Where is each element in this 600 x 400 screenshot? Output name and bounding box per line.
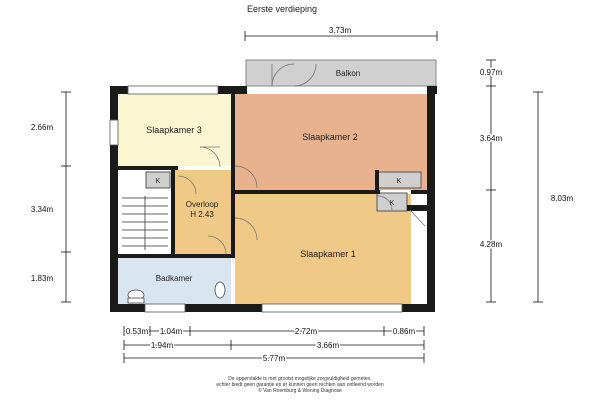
label-kast-1: K bbox=[155, 178, 161, 185]
disclaimer bbox=[140, 376, 460, 394]
dim-bottom-4: 0.86m bbox=[392, 327, 416, 336]
label-overloop: Overloop bbox=[185, 200, 219, 209]
dim-right-total: 8.03m bbox=[550, 194, 574, 203]
label-overloop-height: H 2.43 bbox=[190, 210, 214, 219]
page-title: Eerste verdieping bbox=[246, 4, 318, 14]
disclaimer-line-2: echter biedt geen garantie en er kunnen geen rechten aan ontleend worden bbox=[216, 382, 384, 388]
label-slaapkamer-3: Slaapkamer 3 bbox=[146, 125, 202, 135]
label-badkamer: Badkamer bbox=[155, 274, 193, 283]
dim-right-3: 4.28m bbox=[479, 240, 503, 249]
dim-right-1: 0.97m bbox=[479, 68, 503, 77]
dim-left-1: 2.66m bbox=[30, 123, 54, 132]
dim-bottom-1: 0.53m bbox=[125, 327, 149, 336]
dim-bottom-6: 3.66m bbox=[316, 341, 340, 350]
dim-bottom-2: 1.04m bbox=[159, 327, 183, 336]
label-slaapkamer-1: Slaapkamer 1 bbox=[300, 249, 356, 259]
label-slaapkamer-2: Slaapkamer 2 bbox=[302, 132, 358, 142]
label-kast-3: K bbox=[389, 200, 395, 207]
copyright: © Van Roemburg & Woning Diagnose bbox=[258, 388, 342, 394]
dim-left-3: 1.83m bbox=[30, 274, 54, 283]
dim-left-2: 3.34m bbox=[30, 205, 54, 214]
label-kast-2: K bbox=[396, 178, 402, 185]
dim-right-2: 3.64m bbox=[479, 134, 503, 143]
dim-bottom-total: 5.77m bbox=[262, 354, 286, 363]
disclaimer-line-1: De oppervlakte is met grootst mogelijke zorgvuldigheid gemeten, bbox=[228, 376, 372, 382]
dim-bottom-5: 1.94m bbox=[150, 341, 174, 350]
dim-top-width: 3.73m bbox=[328, 26, 352, 35]
label-balkon: Balkon bbox=[335, 69, 361, 78]
dim-bottom-3: 2.72m bbox=[294, 327, 318, 336]
